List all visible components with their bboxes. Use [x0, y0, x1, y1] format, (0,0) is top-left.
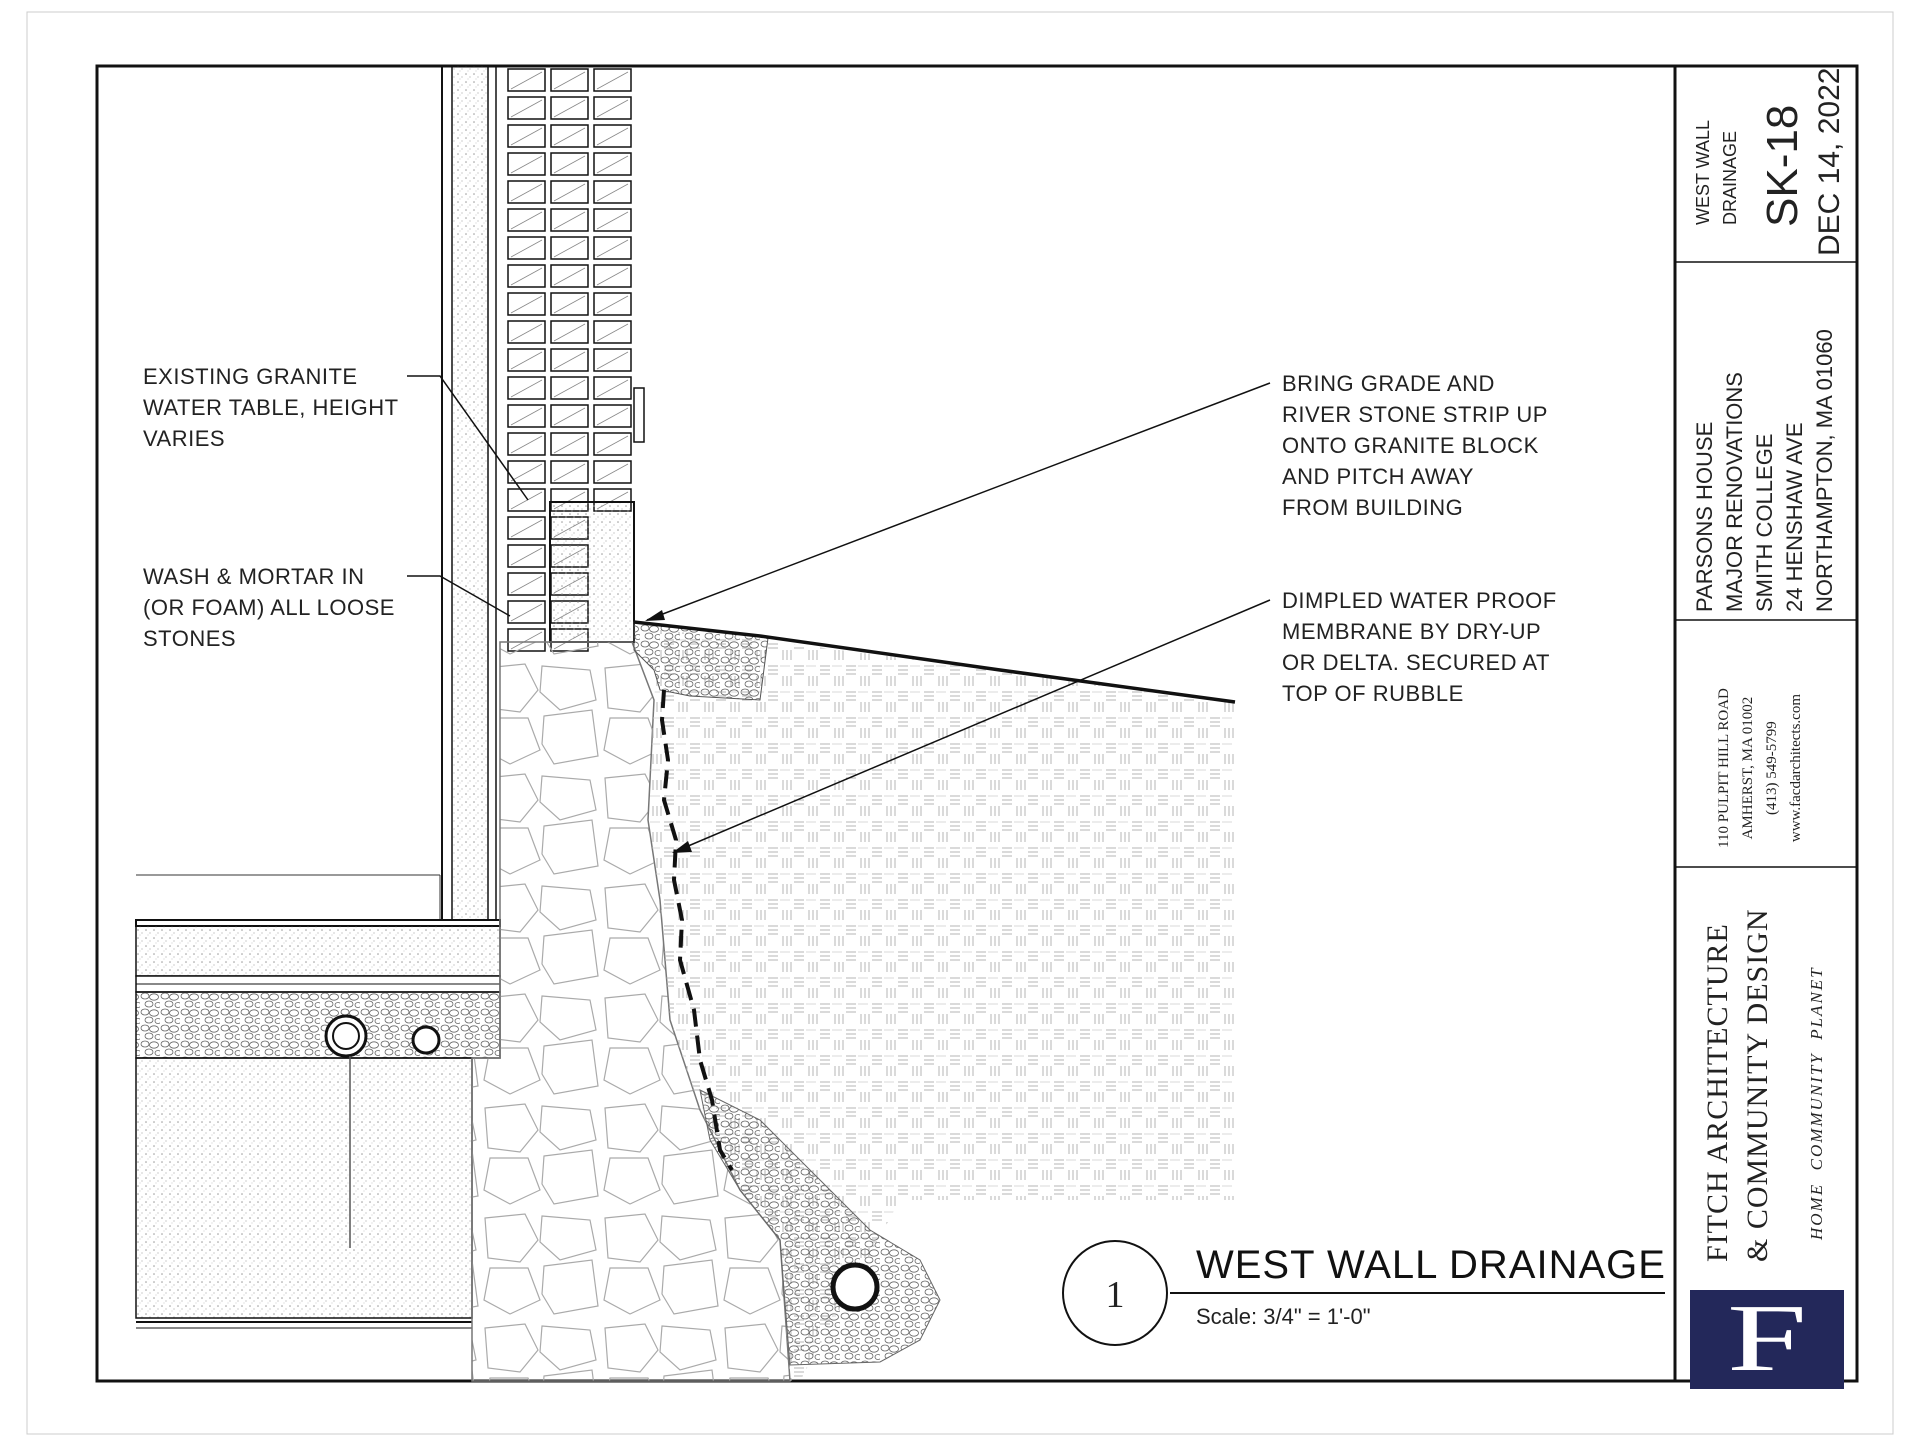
plaster-layer — [452, 66, 488, 926]
note-line: OR DELTA. SECURED AT — [1282, 650, 1550, 675]
firm-tagline: HOME COMMUNITY PLANET — [1807, 966, 1826, 1240]
firm-name — [1698, 908, 1778, 1262]
granite-water-table — [550, 502, 634, 642]
sheet-date: DEC 14, 2022 — [1813, 67, 1846, 256]
firm-logo — [1690, 1284, 1844, 1391]
note-dimpled-membrane — [1282, 585, 1557, 709]
firm-address — [1712, 688, 1808, 848]
sheet-number: SK-18 — [1758, 104, 1807, 227]
project-line: SMITH COLLEGE — [1752, 433, 1777, 612]
note-line: VARIES — [143, 426, 226, 451]
floor-finish — [136, 920, 500, 926]
logo-letter: F — [1726, 1284, 1808, 1391]
address-line: www.facdarchitects.com — [1788, 694, 1804, 843]
sheet-title-line: WEST WALL — [1693, 119, 1713, 225]
detail-scale: Scale: 3/4" = 1'-0" — [1196, 1304, 1371, 1329]
note-granite-water-table — [143, 361, 399, 454]
note-line: WASH & MORTAR IN — [143, 564, 365, 589]
interior-drain-pipe-large-inner — [333, 1023, 359, 1049]
project-line: NORTHAMPTON, MA 01060 — [1812, 329, 1837, 612]
note-line: FROM BUILDING — [1282, 495, 1464, 520]
note-line: RIVER STONE STRIP UP — [1282, 402, 1548, 427]
address-line: AMHERST, MA 01002 — [1740, 696, 1756, 840]
compacted-fill — [136, 1058, 472, 1318]
note-line: ONTO GRANITE BLOCK — [1282, 433, 1539, 458]
note-line: DIMPLED WATER PROOF — [1282, 588, 1557, 613]
project-line: MAJOR RENOVATIONS — [1722, 372, 1747, 612]
note-line: WATER TABLE, HEIGHT — [143, 395, 399, 420]
note-line: BRING GRADE AND — [1282, 371, 1495, 396]
note-line: EXISTING GRANITE — [143, 364, 358, 389]
note-line: MEMBRANE BY DRY-UP — [1282, 619, 1542, 644]
sheet-title-line: DRAINAGE — [1720, 130, 1740, 225]
detail-number: 1 — [1105, 1274, 1125, 1316]
sheet-title — [1690, 120, 1744, 225]
address-line: 110 PULPIT HILL ROAD — [1716, 688, 1732, 848]
note-bring-grade — [1282, 368, 1548, 523]
gravel-bed — [136, 992, 500, 1058]
wall-trim — [634, 388, 644, 442]
project-line: 24 HENSHAW AVE — [1782, 422, 1807, 612]
leader-bring-grade — [647, 383, 1270, 620]
note-line: (OR FOAM) ALL LOOSE — [143, 595, 395, 620]
note-line: AND PITCH AWAY — [1282, 464, 1474, 489]
detail-title: WEST WALL DRAINAGE — [1196, 1243, 1666, 1287]
project-info — [1690, 329, 1840, 612]
address-line: (413) 549-5799 — [1764, 721, 1780, 815]
note-wash-mortar — [143, 561, 395, 654]
arrow-bring-grade — [645, 610, 665, 621]
project-line: PARSONS HOUSE — [1692, 421, 1717, 612]
footing-drain-pipe — [833, 1265, 877, 1309]
firm-name-line: & COMMUNITY DESIGN — [1741, 908, 1774, 1262]
note-line: TOP OF RUBBLE — [1282, 681, 1464, 706]
note-line: STONES — [143, 626, 237, 651]
slab — [136, 926, 500, 976]
interior-drain-pipe-small — [413, 1027, 439, 1053]
firm-name-line: FITCH ARCHITECTURE — [1701, 923, 1734, 1262]
